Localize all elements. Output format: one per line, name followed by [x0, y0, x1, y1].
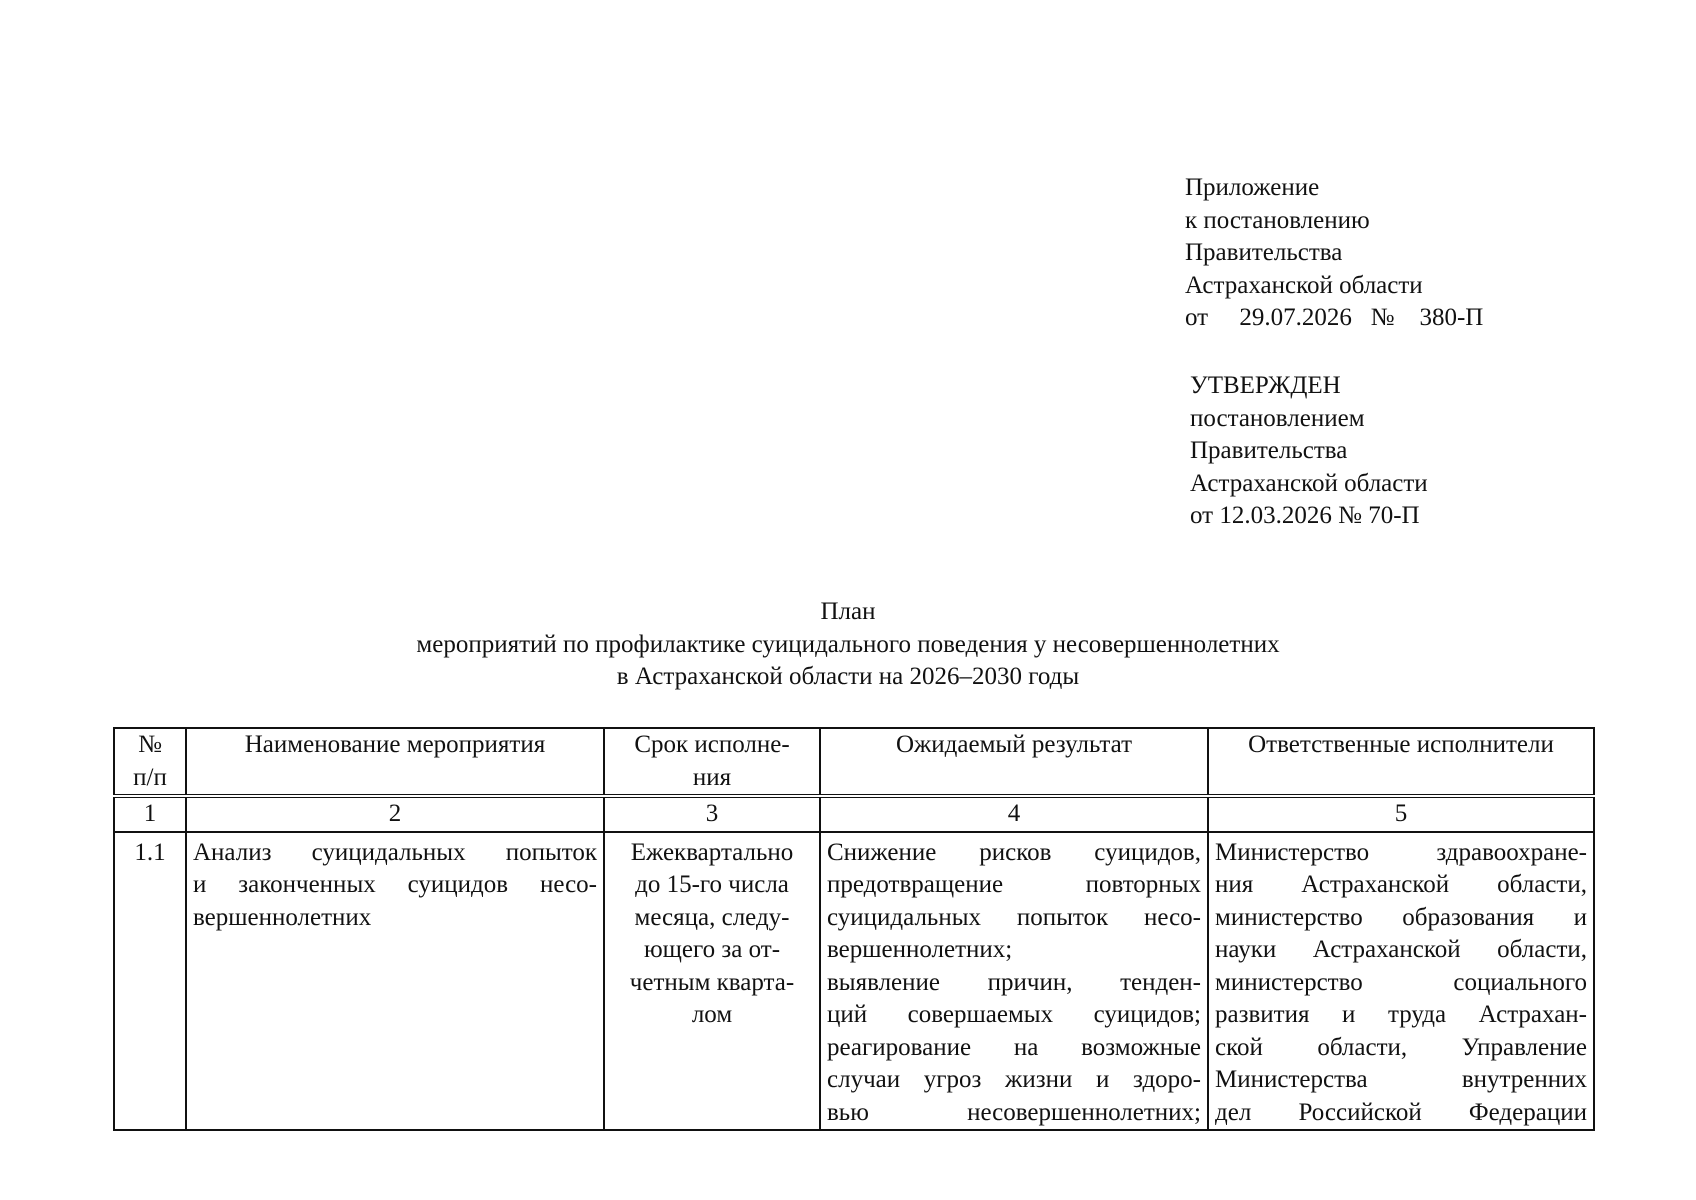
approved-line: постановлением — [1190, 404, 1365, 432]
title-line: в Астраханской области на 2026–2030 годы — [616, 663, 1080, 690]
plan-table — [113, 727, 1595, 1131]
appendix-line: Правительства — [1185, 239, 1343, 266]
activity-name-cell: Анализ суицидальных попыток и законченных суицидов несо- вершеннолетних — [186, 832, 604, 1131]
title-line: План — [820, 598, 876, 625]
expected-result-cell: Снижение рисков суицидов, предотвращение повторных суицидальных попыток несо- вершеннолетних; выявление причин, тенден- ций совершаемых суицидов; реагирование на возможные случаи угроз жизни и здоро- вью несовершеннолетних; — [820, 832, 1208, 1131]
table-header-row — [114, 728, 1594, 796]
approved-line: УТВЕРЖДЕН — [1190, 372, 1341, 399]
header-cell-term: Срок исполне- ния — [604, 728, 820, 796]
column-number-row — [114, 796, 1594, 832]
approved-line: Астраханской области — [1190, 469, 1428, 497]
column-number-cell: 5 — [1208, 796, 1594, 832]
header-cell-name: Наименование мероприятия — [186, 728, 604, 796]
header-cell-result: Ожидаемый результат — [820, 728, 1208, 796]
appendix-line: Приложение — [1185, 174, 1320, 201]
column-number-cell: 1 — [114, 796, 186, 832]
approved-date-number: от 12.03.2026 № 70-П — [1190, 502, 1420, 529]
header-cell-executors: Ответственные исполнители — [1208, 728, 1594, 796]
appendix-line: к постановлению — [1185, 206, 1370, 234]
row-number-cell: 1.1 — [114, 832, 186, 1131]
column-number-cell: 4 — [820, 796, 1208, 832]
document-title — [0, 596, 1696, 694]
table-row — [114, 832, 1594, 1131]
appendix-header — [1185, 172, 1483, 335]
appendix-date-number: от 29.07.2026 № 380-П — [1185, 304, 1484, 331]
term-cell: Ежеквартально до 15-го числа месяца, следу- ющего за от- четным кварта- лом — [604, 832, 820, 1131]
appendix-line: Астраханской области — [1185, 271, 1423, 299]
approved-line: Правительства — [1190, 437, 1348, 464]
approved-stamp-block — [1190, 370, 1428, 533]
executors-cell: Министерство здравоохране- ния Астраханской области, министерство образования и науки Астраханской области, министерство социального развития и труда Астрахан- ской области, Управление Министерства внутренних дел Российской Федерации — [1208, 832, 1594, 1131]
column-number-cell: 3 — [604, 796, 820, 832]
column-number-cell: 2 — [186, 796, 604, 832]
title-line: мероприятий по профилактике суицидального поведения у несовершеннолетних — [416, 630, 1280, 658]
header-cell-number: № п/п — [114, 728, 186, 796]
